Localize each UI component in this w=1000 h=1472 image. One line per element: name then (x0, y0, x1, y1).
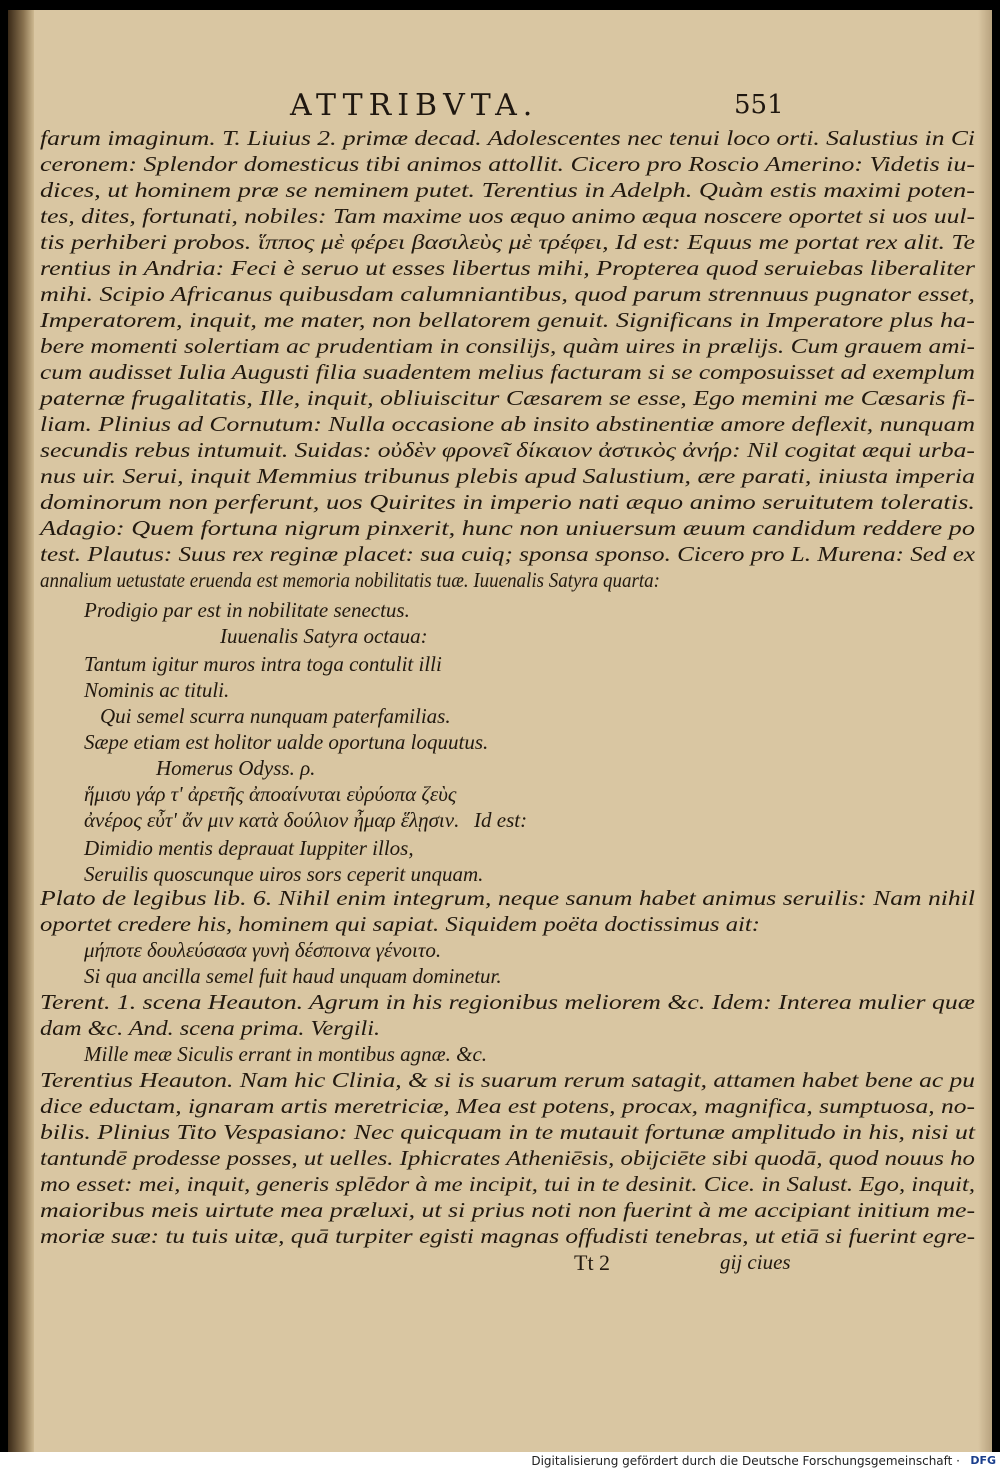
text-line: nus uir. Serui, inquit Memmius tribunus plebis apud Salustium, ære parati, iniusta imperia (40, 464, 976, 488)
text-line: Homerus Odyss. ρ. (156, 756, 316, 780)
page-header (8, 88, 992, 128)
text-line: mihi. Scipio Africanus quibusdam calumniantibus, quod parum strennuus pugnator esset, (40, 282, 975, 306)
text-line: farum imaginum. T. Liuius 2. primæ decad. Adolescentes nec tenui loco orti. Salustius in Ci (40, 126, 975, 150)
funding-notice: Digitalisierung gefördert durch die Deutsche Forschungsgemeinschaft · (531, 1454, 960, 1468)
text-line: dices, ut hominem præ se neminem putet. Terentius in Adelph. Quàm estis maximi poten- (40, 178, 975, 202)
text-line: Si qua ancilla semel fuit haud unquam dominetur. (84, 964, 502, 988)
text-line: Nominis ac tituli. (84, 678, 230, 702)
text-line: test. Plautus: Suus rex reginæ placet: sua cuiq; sponsa sponso. Cicero pro L. Murena: Sed ex (40, 542, 975, 566)
text-line: Mille meæ Siculis errant in montibus agnæ. &c. (84, 1042, 488, 1066)
text-line: liam. Plinius ad Cornutum: Nulla occasione ab insito abstinentiæ amore deflexit, nunquam (40, 412, 975, 436)
text-line: Prodigio par est in nobilitate senectus. (84, 598, 410, 622)
text-line: Id est: (474, 808, 528, 832)
book-page (8, 10, 992, 1452)
text-line: tes, dites, fortunati, nobiles: Tam maxime uos æquo animo æqua noscere oportet si uos uul- (40, 204, 975, 228)
dfg-logo: DFG (970, 1454, 996, 1467)
text-line: Iuuenalis Satyra octaua: (220, 624, 428, 648)
text-line: Sæpe etiam est holitor ualde oportuna loquutus. (84, 730, 489, 754)
text-line: rentius in Andria: Feci è seruo ut esses libertus mihi, Propterea quod seruiebas liberaliter (40, 256, 975, 280)
text-line: ἀνέρος εὖτ' ἄν μιν κατὰ δούλιον ἦμαρ ἕλῃσιν. (84, 808, 460, 832)
text-line: bilis. Plinius Tito Vespasiano: Nec quicquam in te mutauit fortunæ amplitudo in his, nisi ut (40, 1120, 976, 1144)
text-line: μήποτε δουλεύσασα γυνὴ δέσποινα γένοιτο. (84, 938, 442, 962)
text-line: ἥμισυ γάρ τ' ἀρετῆς ἀποαίνυται εὐρύοπα ζεὺς (84, 782, 457, 806)
text-line: dominorum non perferunt, uos Quirites in imperio nati æquo animo seruitutem toleratis. (40, 490, 975, 514)
catchword: gij ciues (720, 1250, 791, 1274)
text-line: mo esset: mei, inquit, generis splēdor à me incipit, tui in te desinit. Cice. in Salust. Ego, inquit, (40, 1172, 976, 1196)
binding-gutter (8, 10, 34, 1452)
signature-mark: Tt 2 (574, 1250, 611, 1275)
footer-bar (0, 1452, 1000, 1472)
page-number: 551 (734, 90, 784, 120)
text-line: ceronem: Splendor domesticus tibi animos attollit. Cicero pro Roscio Amerino: Videtis iu- (40, 152, 976, 176)
text-line: dice eductam, ignaram artis meretriciæ, Mea est potens, procax, magnifica, sumptuosa, no- (40, 1094, 975, 1118)
text-line: Tantum igitur muros intra toga contulit illi (84, 652, 442, 676)
text-line: tis perhiberi probos. ἵππος μὲ φέρει βασιλεὺς μὲ τρέφει, Id est: Equus me portat rex alit. Te (40, 230, 976, 254)
page-edge-shadow (978, 10, 992, 1452)
text-line: bere momenti solertiam ac prudentiam in consilijs, quàm uires in prælijs. Cum grauem ami- (40, 334, 975, 358)
text-line: tantundē prodesse posses, ut uelles. Iphicrates Atheniēsis, obijciēte sibi quodā, quod nouus ho (40, 1146, 975, 1170)
text-line: oportet credere his, hominem qui sapiat. Siquidem poëta doctissimus ait: (40, 912, 760, 936)
text-line: Adagio: Quem fortuna nigrum pinxerit, hunc non uniuersum æuum candidum reddere po (40, 516, 975, 540)
catchline (8, 1250, 992, 1280)
text-line: paternæ frugalitatis, Ille, inquit, obliuiscitur Cæsarem se esse, Ego memini me Cæsaris fi- (40, 386, 975, 410)
text-line: annalium uetustate eruenda est memoria nobilitatis tuæ. Iuuenalis Satyra quarta: (40, 568, 660, 592)
running-head: ATTRIBVTA. (290, 88, 539, 123)
text-line: cum audisset Iulia Augusti filia suadentem melius facturam si se composuisset ad exemplum (40, 360, 976, 384)
text-line: Terent. 1. scena Heauton. Agrum in his regionibus meliorem &c. Idem: Interea mulier quæ (40, 990, 975, 1014)
text-line: dam &c. And. scena prima. Vergili. (40, 1016, 381, 1040)
text-line: Qui semel scurra nunquam paterfamilias. (100, 704, 451, 728)
text-line: Dimidio mentis deprauat Iuppiter illos, (84, 836, 414, 860)
text-line: Plato de legibus lib. 6. Nihil enim integrum, neque sanum habet animus seruilis: Nam nihil (40, 886, 975, 910)
text-line: moriæ suæ: tu tuis uitæ, quā turpiter egisti magnas offudisti tenebras, ut etiā si fuerint egre- (40, 1224, 976, 1248)
text-line: Seruilis quoscunque uiros sors ceperit unquam. (84, 862, 484, 886)
text-line: maioribus meis uirtute mea præluxi, ut si prius noti non fuerint à me accipiant initium me- (40, 1198, 976, 1222)
text-line: Imperatorem, inquit, me mater, non bellatorem genuit. Significans in Imperatore plus ha- (40, 308, 975, 332)
text-line: Terentius Heauton. Nam hic Clinia, & si is suarum rerum satagit, attamen habet bene ac pu (40, 1068, 976, 1092)
text-line: secundis rebus intumuit. Suidas: οὐδὲν φρονεῖ δίκαιον ἀστικὸς ἀνήρ: Nil cogitat æqui urba- (40, 438, 975, 462)
